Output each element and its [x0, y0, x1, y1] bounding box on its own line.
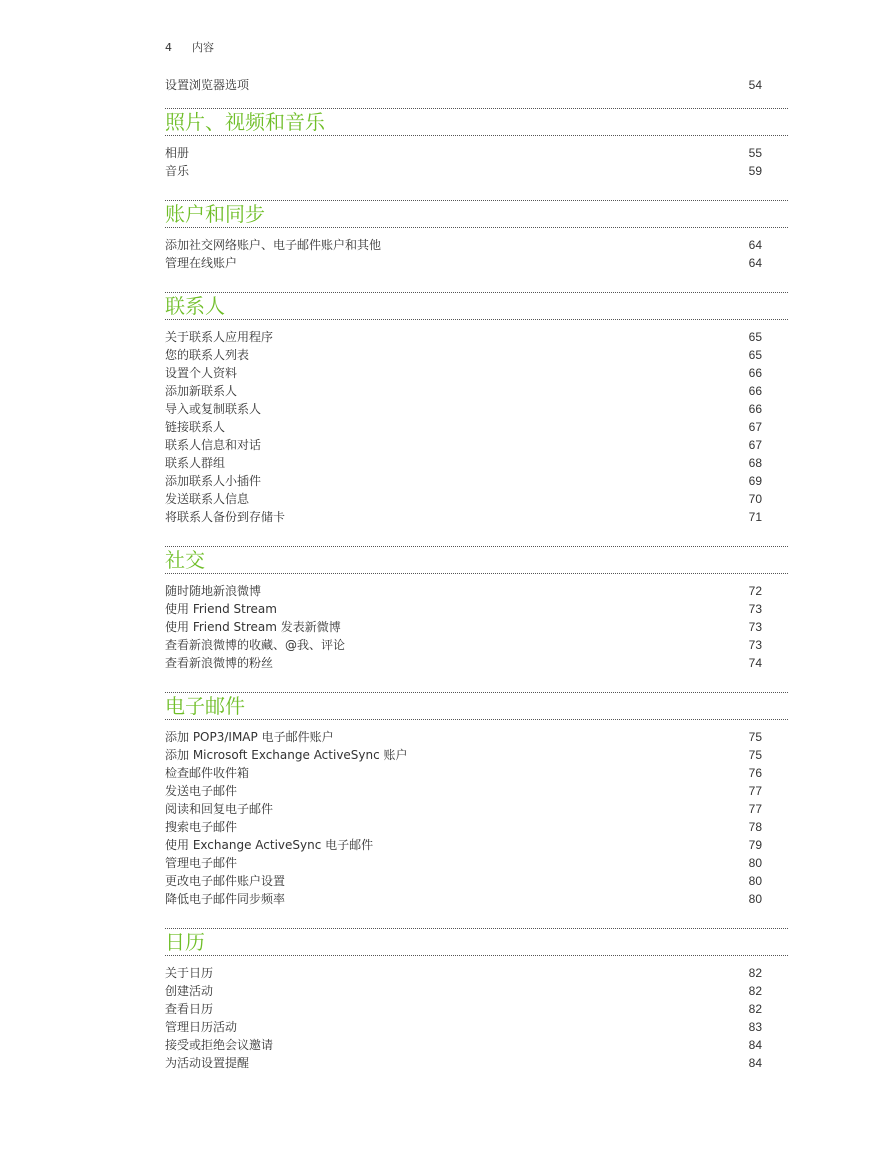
toc-entry-page: 66 — [748, 402, 762, 416]
section-gap — [165, 272, 788, 292]
section-title[interactable]: 电子邮件 — [165, 694, 245, 718]
toc-entry-label: 联系人信息和对话 — [165, 438, 262, 452]
toc-entry-label: 查看新浪微博的收藏、@我、评论 — [165, 638, 346, 652]
toc-entry-label: 您的联系人列表 — [165, 348, 250, 362]
toc-entry-page: 83 — [748, 1020, 762, 1034]
toc-entry[interactable] — [165, 982, 788, 1000]
toc-entry-label: 管理日历活动 — [165, 1020, 238, 1034]
toc-entry[interactable] — [165, 1018, 788, 1036]
toc-entry-label: 查看新浪微博的粉丝 — [165, 656, 274, 670]
toc-entry-label: 降低电子邮件同步频率 — [165, 892, 286, 906]
toc-section — [165, 928, 788, 1072]
toc-entry-label: 导入或复制联系人 — [165, 402, 262, 416]
toc-entry-label: 设置浏览器选项 — [165, 78, 250, 92]
toc-entry[interactable] — [165, 1000, 788, 1018]
toc-entry-label: 接受或拒绝会议邀请 — [165, 1038, 274, 1052]
toc-section — [165, 108, 788, 200]
section-gap — [165, 180, 788, 200]
toc-entry-label: 更改电子邮件账户设置 — [165, 874, 286, 888]
toc-entry[interactable] — [165, 800, 788, 818]
toc-entry[interactable] — [165, 728, 788, 746]
toc-entry-page: 64 — [748, 256, 762, 270]
toc-entry-label: 设置个人资料 — [165, 366, 238, 380]
toc-entry-page: 67 — [748, 438, 762, 452]
toc-entry-page: 84 — [748, 1038, 762, 1052]
toc-entry[interactable] — [165, 600, 788, 618]
toc-entry-page: 68 — [748, 456, 762, 470]
section-title[interactable]: 账户和同步 — [165, 202, 265, 226]
toc-entry-label: 发送电子邮件 — [165, 784, 238, 798]
toc-entry-label: 关于联系人应用程序 — [165, 330, 274, 344]
toc-entry[interactable] — [165, 364, 788, 382]
toc-entry[interactable] — [165, 872, 788, 890]
page-header — [165, 40, 214, 56]
toc-entry-label: 管理在线账户 — [165, 256, 238, 270]
toc-entry-page: 82 — [748, 966, 762, 980]
toc-entry-label: 检查邮件收件箱 — [165, 766, 250, 780]
toc-entry[interactable] — [165, 382, 788, 400]
section-heading-bar — [165, 692, 788, 720]
toc-entry-page: 59 — [748, 164, 762, 178]
toc-entry[interactable] — [165, 76, 788, 94]
section-heading-bar — [165, 200, 788, 228]
section-gap — [165, 908, 788, 928]
section-title[interactable]: 联系人 — [165, 294, 225, 318]
toc-entry[interactable] — [165, 890, 788, 908]
toc-entry[interactable] — [165, 1054, 788, 1072]
toc-entry[interactable] — [165, 162, 788, 180]
toc-entry-page: 76 — [748, 766, 762, 780]
section-heading-bar — [165, 292, 788, 320]
toc-entry-label: 为活动设置提醒 — [165, 1056, 250, 1070]
section-title[interactable]: 照片、视频和音乐 — [165, 110, 325, 134]
toc-entry-label: 查看日历 — [165, 1002, 214, 1016]
section-heading-bar — [165, 108, 788, 136]
toc-entry[interactable] — [165, 764, 788, 782]
toc-entry-page: 70 — [748, 492, 762, 506]
toc-entry-label: 联系人群组 — [165, 456, 226, 470]
toc-entry[interactable] — [165, 854, 788, 872]
toc-entry-page: 72 — [748, 584, 762, 598]
toc-entry-label: 添加联系人小插件 — [165, 474, 262, 488]
toc-entry-label: 阅读和回复电子邮件 — [165, 802, 274, 816]
toc-entry-label: 添加 POP3/IMAP 电子邮件账户 — [165, 730, 334, 744]
toc-section — [165, 546, 788, 692]
toc-entry-label: 搜索电子邮件 — [165, 820, 238, 834]
toc-entry-page: 80 — [748, 892, 762, 906]
toc-entry-page: 66 — [748, 384, 762, 398]
toc-entry-page: 71 — [748, 510, 762, 524]
section-gap — [165, 526, 788, 546]
toc-entry-label: 音乐 — [165, 164, 190, 178]
page-header-title: 内容 — [192, 41, 214, 54]
toc-entry-label: 链接联系人 — [165, 420, 226, 434]
section-heading-bar — [165, 928, 788, 956]
toc-entry[interactable] — [165, 636, 788, 654]
toc-entry[interactable] — [165, 1036, 788, 1054]
toc-entry-label: 管理电子邮件 — [165, 856, 238, 870]
section-title[interactable]: 日历 — [165, 930, 205, 954]
toc-entry-page: 73 — [748, 602, 762, 616]
toc-entry-page: 80 — [748, 856, 762, 870]
toc-entry[interactable] — [165, 618, 788, 636]
toc-entry[interactable] — [165, 454, 788, 472]
toc-entry[interactable] — [165, 654, 788, 672]
toc-section — [165, 200, 788, 292]
toc-entry-page: 67 — [748, 420, 762, 434]
toc-entry[interactable] — [165, 418, 788, 436]
toc-entry-page: 79 — [748, 838, 762, 852]
toc-entry-page: 73 — [748, 638, 762, 652]
toc-entry-label: 添加社交网络账户、电子邮件账户和其他 — [165, 238, 382, 252]
page-number: 4 — [165, 41, 172, 54]
section-heading-bar — [165, 546, 788, 574]
toc-entry-page: 80 — [748, 874, 762, 888]
toc-entry[interactable] — [165, 472, 788, 490]
toc-entry-page: 65 — [748, 330, 762, 344]
toc-entry[interactable] — [165, 818, 788, 836]
toc-entry[interactable] — [165, 400, 788, 418]
toc-entry-label: 使用 Friend Stream — [165, 602, 277, 616]
toc-entry[interactable] — [165, 964, 788, 982]
toc-entry-page: 77 — [748, 802, 762, 816]
toc-section — [165, 292, 788, 546]
toc-entry-label: 创建活动 — [165, 984, 214, 998]
toc-entry[interactable] — [165, 782, 788, 800]
toc-entry-page: 69 — [748, 474, 762, 488]
toc-entry-page: 65 — [748, 348, 762, 362]
toc-entry-page: 84 — [748, 1056, 762, 1070]
toc-entry[interactable] — [165, 254, 788, 272]
toc-entry[interactable] — [165, 436, 788, 454]
toc-entry-label: 使用 Friend Stream 发表新微博 — [165, 620, 341, 634]
toc-entry-page: 82 — [748, 1002, 762, 1016]
toc-entry-page: 73 — [748, 620, 762, 634]
toc-entry-label: 关于日历 — [165, 966, 214, 980]
toc-entry-label: 相册 — [165, 146, 190, 160]
section-title[interactable]: 社交 — [165, 548, 205, 572]
toc-entry[interactable] — [165, 490, 788, 508]
toc-entry[interactable] — [165, 582, 788, 600]
section-gap — [165, 672, 788, 692]
toc-entry-label: 将联系人备份到存储卡 — [165, 510, 286, 524]
toc-entry[interactable] — [165, 236, 788, 254]
toc-entry-label: 随时随地新浪微博 — [165, 584, 262, 598]
toc-section — [165, 692, 788, 928]
toc-entry[interactable] — [165, 328, 788, 346]
toc-entry[interactable] — [165, 508, 788, 526]
toc-entry-page: 82 — [748, 984, 762, 998]
toc-entry-page: 78 — [748, 820, 762, 834]
toc-entry-page: 64 — [748, 238, 762, 252]
toc-entry-page: 66 — [748, 366, 762, 380]
toc-entry-page: 55 — [748, 146, 762, 160]
toc-entry-label: 添加新联系人 — [165, 384, 238, 398]
toc-entry[interactable] — [165, 836, 788, 854]
toc-entry-page: 75 — [748, 730, 762, 744]
toc-entry-page: 54 — [748, 78, 762, 92]
toc-entry-page: 74 — [748, 656, 762, 670]
toc-entry[interactable] — [165, 746, 788, 764]
toc-entry-label: 添加 Microsoft Exchange ActiveSync 账户 — [165, 748, 408, 762]
toc-entry[interactable] — [165, 346, 788, 364]
toc-entry-label: 使用 Exchange ActiveSync 电子邮件 — [165, 838, 374, 852]
toc-entry-page: 77 — [748, 784, 762, 798]
toc-entry-label: 发送联系人信息 — [165, 492, 250, 506]
toc-entry-page: 75 — [748, 748, 762, 762]
table-of-contents — [165, 76, 788, 1072]
sections-container — [165, 108, 788, 1072]
toc-entry[interactable] — [165, 144, 788, 162]
